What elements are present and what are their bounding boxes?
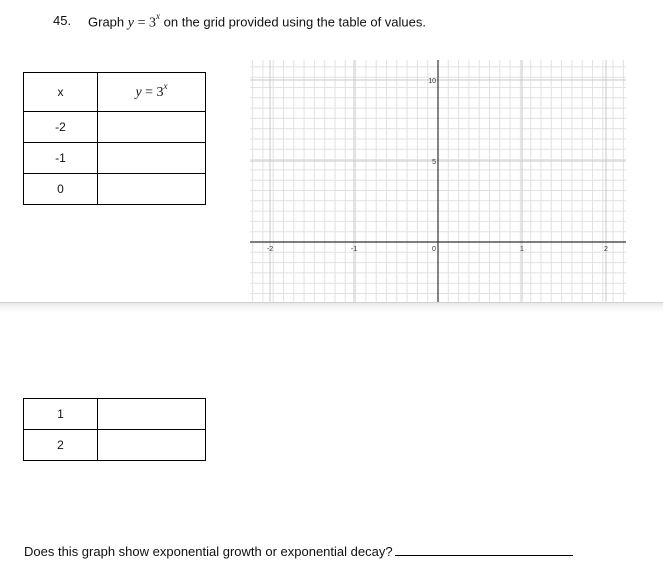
question-number: 45. [53,13,72,28]
coordinate-grid[interactable] [250,60,626,304]
x-tick-label: -1 [350,246,358,253]
y-answer-cell[interactable] [98,174,206,205]
y-tick-label: 5 [432,159,436,166]
table-row [24,112,206,143]
y-answer-cell[interactable] [98,430,206,461]
equation-lhs: y [127,15,134,31]
equation-exponent: x [156,11,161,21]
header-y-exponent: x [163,81,168,91]
header-x: x [24,73,98,112]
question-text [88,13,426,31]
footer-question-text: Does this graph show exponential growth or exponential decay? [24,544,393,559]
y-answer-cell[interactable] [98,143,206,174]
table-header-row [24,73,206,112]
y-tick-label: 10 [428,78,436,85]
x-cell: -1 [24,143,98,174]
header-y [98,73,206,112]
header-y-lhs: y [135,85,142,100]
question-suffix: on the grid provided using the table of values. [163,14,426,30]
x-tick-label: 2 [604,246,608,253]
x-tick-label: 0 [432,246,436,253]
header-y-rhs: = 3 [145,85,164,100]
table-row [24,430,206,461]
equation-rhs: = 3 [137,15,157,31]
x-cell: 2 [24,430,98,461]
y-answer-cell[interactable] [98,112,206,143]
table-row [24,143,206,174]
table-row [24,174,206,205]
x-cell: 0 [24,174,98,205]
x-tick-label: -2 [266,246,274,253]
footer-question [24,543,573,559]
table-row [24,399,206,430]
y-answer-cell[interactable] [98,399,206,430]
page-break [0,302,663,312]
values-table-bottom [23,398,206,461]
answer-blank[interactable] [395,543,573,556]
question-prefix: Graph [88,14,125,30]
values-table-top [23,72,206,205]
x-tick-label: 1 [520,246,524,253]
x-cell: 1 [24,399,98,430]
x-cell: -2 [24,112,98,143]
